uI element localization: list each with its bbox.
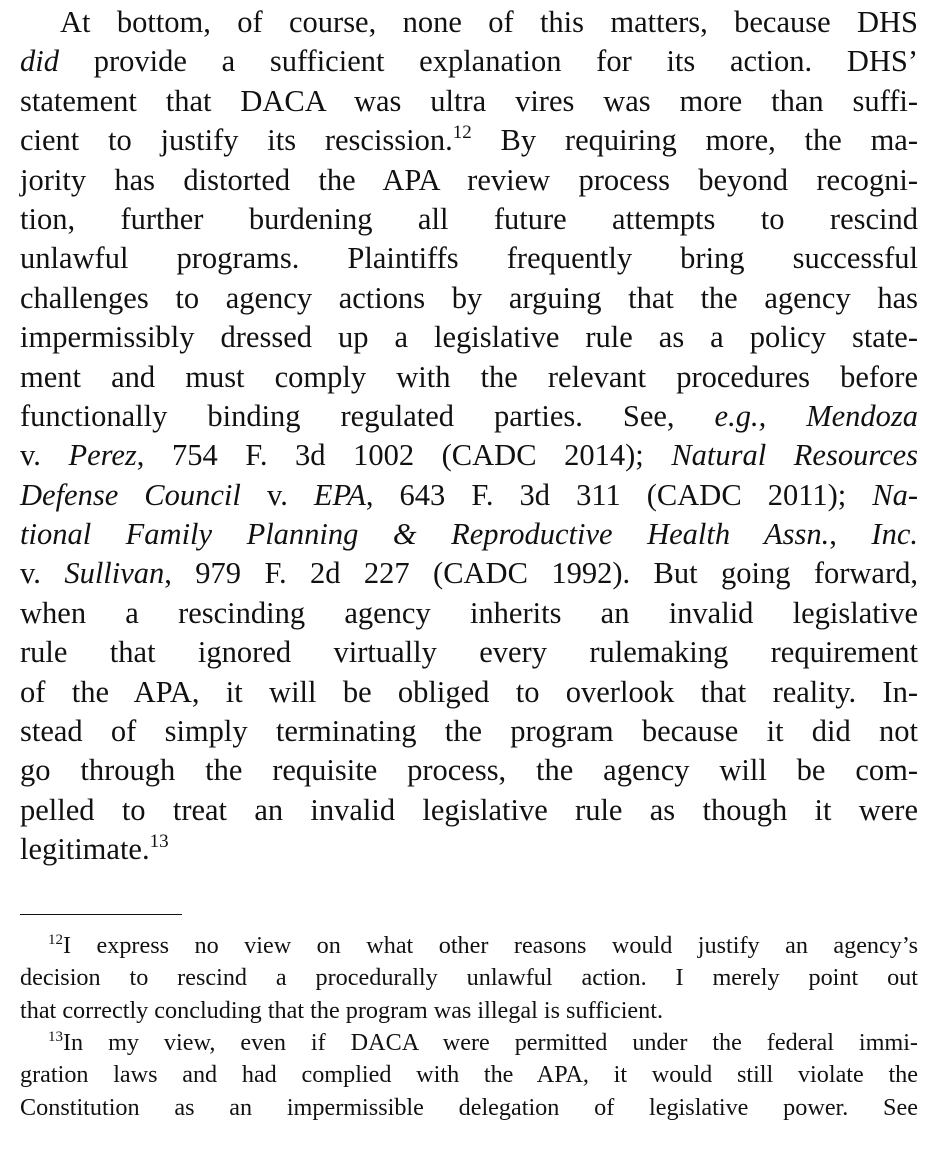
body-line: impermissibly dressed up a legislative rule as a policy state- [20, 320, 918, 355]
body-line: tion, further burdening all future attempts to rescind [20, 201, 918, 236]
case-name: Natural Resources [671, 438, 919, 473]
body-line: functionally binding regulated parties. See, e.g., Mendoza [20, 398, 919, 433]
footnote-line: gration laws and had complied with the APA, it would still violate the [20, 1061, 918, 1089]
body-line: v. Perez, 754 F. 3d 1002 (CADC 2014); Natural Resources [20, 438, 919, 473]
opinion-body [20, 0, 918, 870]
body-line: did provide a sufficient explanation for its action. DHS’ [20, 44, 918, 79]
body-line: pelled to treat an invalid legislative rule as though it were [20, 792, 918, 827]
body-line: of the APA, it will be obliged to overlook that reality. In- [20, 674, 918, 709]
footnote-marker: 13 [48, 1029, 63, 1045]
case-name: Defense Council [20, 477, 241, 512]
case-name: Perez [68, 438, 137, 473]
footnote-ref-13[interactable]: 13 [149, 831, 169, 853]
body-line: statement that DACA was ultra vires was more than suffi- [20, 83, 918, 118]
body-line: v. Sullivan, 979 F. 2d 227 (CADC 1992). But going forward, [20, 556, 919, 591]
body-line: ment and must comply with the relevant procedures before [20, 359, 918, 394]
case-name: Na- [872, 477, 919, 512]
body-line: cient to justify its rescission.$^{12}$ By requiring more, the ma- [20, 122, 918, 158]
body-line: rule that ignored virtually every rulemaking requirement [20, 635, 918, 670]
case-name: EPA [313, 477, 366, 512]
body-line: Defense Council v. EPA, 643 F. 3d 311 (CADC 2011); Na- [20, 477, 919, 512]
body-line: when a rescinding agency inherits an invalid legislative [20, 595, 918, 630]
body-line: tional Family Planning & Reproductive Health Assn., Inc. [20, 517, 918, 552]
footnote-line: $^{13}$In my view, even if DACA were permitted under the federal immi- [48, 1029, 918, 1056]
footnote-line: decision to rescind a procedurally unlawful action. I merely point out [20, 964, 918, 992]
footnote-ref-12[interactable]: 12 [452, 122, 472, 144]
footnote-line: that correctly concluding that the program was illegal is sufficient. [20, 996, 664, 1024]
body-line: At bottom, of course, none of this matters, because DHS [60, 5, 918, 39]
case-name: Inc. [871, 517, 918, 552]
body-line: unlawful programs. Plaintiffs frequently bring successful [20, 241, 918, 276]
footnote-13 [20, 1027, 918, 1124]
case-name: tional Family Planning & Reproductive Health Assn. [20, 517, 830, 552]
footnote-line: Constitution as an impermissible delegation of legislative power. See [20, 1093, 918, 1121]
case-name: Mendoza [806, 398, 919, 433]
body-line: jority has distorted the APA review process beyond recogni- [20, 162, 918, 197]
case-name: Sullivan [64, 556, 165, 591]
footnote-line: $^{12}$I express no view on what other reasons would justify an agency’s [48, 932, 918, 959]
footnote-12 [20, 930, 918, 1027]
body-line: challenges to agency actions by arguing that the agency has [20, 280, 918, 315]
body-line: legitimate.$^{13}$ [20, 831, 169, 867]
body-line: stead of simply terminating the program because it did not [20, 714, 918, 749]
footnote-marker: 12 [48, 932, 63, 948]
body-line: go through the requisite process, the agency will be com- [20, 753, 918, 788]
footnote-divider [20, 914, 182, 915]
